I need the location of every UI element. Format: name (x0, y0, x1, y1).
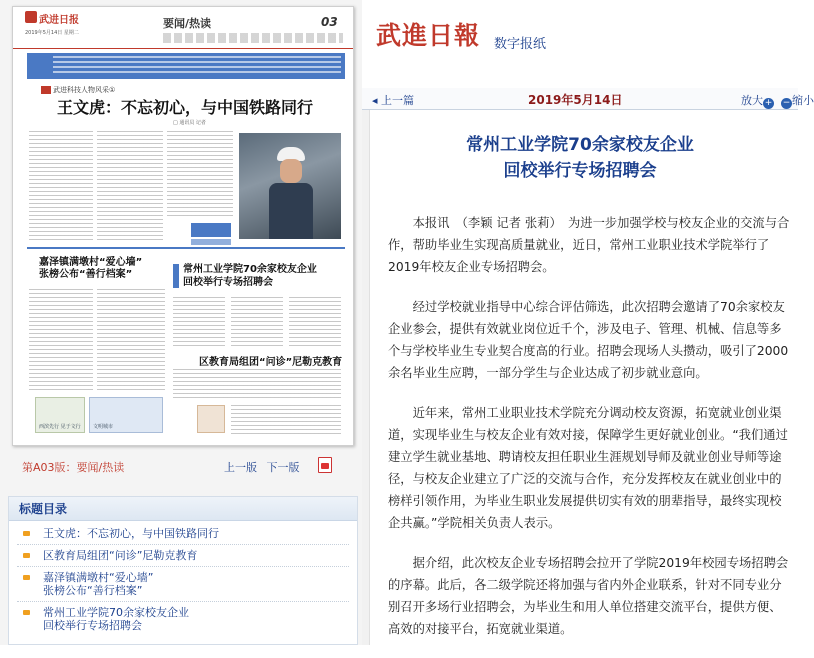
toc-title: 标题目录 (9, 497, 357, 521)
side-strip (362, 110, 370, 645)
article-panel (362, 0, 814, 645)
issue-date: 2019年5月14日 (528, 93, 623, 107)
article-paragraph: 本报讯 （李颖 记者 张莉） 为进一步加强学校与校友企业的交流与合作，帮助毕业生实现高质量就业，近日，常州工业职业技术学院举行了2019年校友企业专场招聘会。 (388, 216, 790, 274)
zoom-out-button[interactable] (781, 92, 814, 109)
toc-item[interactable] (9, 571, 357, 597)
thumbnail-ad (197, 405, 225, 433)
pdf-icon[interactable] (318, 457, 332, 473)
thumbnail-date: 2019年5月14日 星期二 (25, 30, 79, 36)
thumbnail-ad: 西滨先行 见于文行 (35, 397, 85, 433)
thumbnail-header (13, 7, 353, 49)
thumbnail-photo (239, 133, 341, 239)
plus-icon: + (764, 98, 773, 108)
article-title-line: 常州工业学院70余家校友企业 (466, 135, 694, 155)
current-page-label: 第A03版：要闻/热读 (22, 461, 125, 474)
bullet-icon (23, 610, 30, 615)
thumbnail-section: 要闻/热读 (163, 17, 212, 30)
thumbnail-page-number: 03 (321, 15, 338, 29)
headline-toc (8, 496, 358, 645)
thumbnail-text-block (97, 289, 165, 393)
thumbnail-text-block (97, 131, 163, 243)
article-nav-bar (362, 88, 814, 110)
site-subtitle: 数字报纸 (494, 37, 547, 52)
newspaper-page-thumbnail[interactable] (12, 6, 354, 446)
zoom-in-label: 放大 (741, 94, 763, 107)
article-title-line: 回校举行专场招聘会 (503, 161, 657, 181)
toc-item-label: 常州工业学院70余家校友企业 回校举行专场招聘会 (43, 606, 189, 632)
toc-item-label: 王文虎：不忘初心，与中国铁路同行 (43, 527, 219, 540)
zoom-out-label: 缩小 (792, 94, 814, 107)
thumbnail-lead-box (27, 53, 345, 79)
thumbnail-text-block (29, 289, 93, 393)
thumbnail-divider (27, 247, 345, 249)
column-mark-icon (41, 86, 51, 94)
masthead-icon (25, 11, 37, 23)
article-paragraph: 经过学校就业指导中心综合评估筛选，此次招聘会邀请了70余家校友企业参会，提供有效就业岗位近千个，涉及电子、管理、机械、信息等多个与学校毕业生专业契合度高的行业。招聘会现场人头攒动，吸引了2000余名毕业生应聘，一部分学生与企业达成了初步就业意向。 (388, 300, 789, 380)
site-logo[interactable]: 武進日報 (376, 21, 481, 50)
bullet-icon (23, 531, 30, 536)
thumbnail-headline-3[interactable]: 常州工业学院70余家校友企业 回校举行专场招聘会 (183, 264, 317, 288)
prev-article-label: 上一篇 (381, 94, 415, 107)
thumbnail-text-block (231, 405, 341, 435)
left-panel (0, 0, 362, 645)
thumbnail-text-block (29, 131, 93, 243)
triangle-left-icon: ◂ (372, 94, 378, 107)
thumbnail-text-block (231, 297, 283, 347)
toc-item[interactable] (9, 549, 357, 562)
headline-mark-icon (173, 264, 179, 288)
thumbnail-headline-1[interactable]: 王文虎：不忘初心，与中国铁路同行 (57, 98, 314, 117)
zoom-in-button[interactable] (741, 92, 774, 109)
thumbnail-photo-caption (191, 223, 231, 237)
prev-article-link[interactable] (372, 92, 414, 108)
thumbnail-column-title: 武进科技人物风采① (53, 86, 116, 94)
minus-icon: − (782, 98, 791, 108)
thumbnail-headline-2[interactable]: 嘉泽镇满墩村“爱心墙” 张榜公布“善行档案” (39, 257, 143, 280)
thumbnail-headline-4[interactable]: 区教育局组团“问诊”尼勒克教育 (199, 357, 343, 368)
article-title (362, 132, 798, 184)
thumbnail-text-block (167, 131, 233, 219)
prev-page-link[interactable]: 上一版 (224, 461, 257, 474)
page-links (224, 459, 306, 475)
bullet-icon (23, 553, 30, 558)
page-navigation (12, 456, 354, 478)
bullet-icon (23, 575, 30, 580)
next-page-link[interactable]: 下一版 (266, 461, 300, 474)
toc-item[interactable] (9, 606, 357, 632)
article-paragraph: 近年来，常州工业职业技术学院充分调动校友资源，拓宽就业创业渠道，实现毕业生与校友企业有效对接，保障学生更好就业创业。“我们通过建立学生就业基地、聘请校友担任职业生涯规划导师及就业创业导师等途径，与校友企业建立了广泛的交流与合作，充分发挥校友在就业创业中的榜样引领作用，为毕业生职业发展提供切实有效的朋辈指导，最终实现校企共赢。”学院相关负责人表示。 (388, 406, 788, 530)
thumbnail-header-text (163, 33, 343, 43)
article-paragraph: 据介绍，此次校友企业专场招聘会拉开了学院2019年校园专场招聘会的序幕。此后，各二级学院还将加强与省内外企业联系，针对不同专业分别召开多场行业招聘会，为毕业生和用人单位搭建交流平台，提供方便、高效的对接平台，拓宽就业渠道。 (388, 556, 789, 636)
thumbnail-photo-caption (191, 239, 231, 245)
article-body (388, 212, 790, 658)
thumbnail-text-block (289, 297, 341, 347)
toc-item-label: 嘉泽镇满墩村“爱心墙” 张榜公布“善行档案” (43, 571, 154, 597)
thumbnail-text-block (173, 297, 225, 347)
thumbnail-byline: □ 通讯员 记者 (173, 120, 206, 126)
thumbnail-ad: 文明城市 (89, 397, 163, 433)
thumbnail-masthead: 武进日报 (39, 15, 79, 26)
toc-item[interactable] (9, 527, 357, 540)
thumbnail-text-block (173, 369, 341, 399)
toc-item-label: 区教育局组团“问诊”尼勒克教育 (43, 549, 198, 562)
